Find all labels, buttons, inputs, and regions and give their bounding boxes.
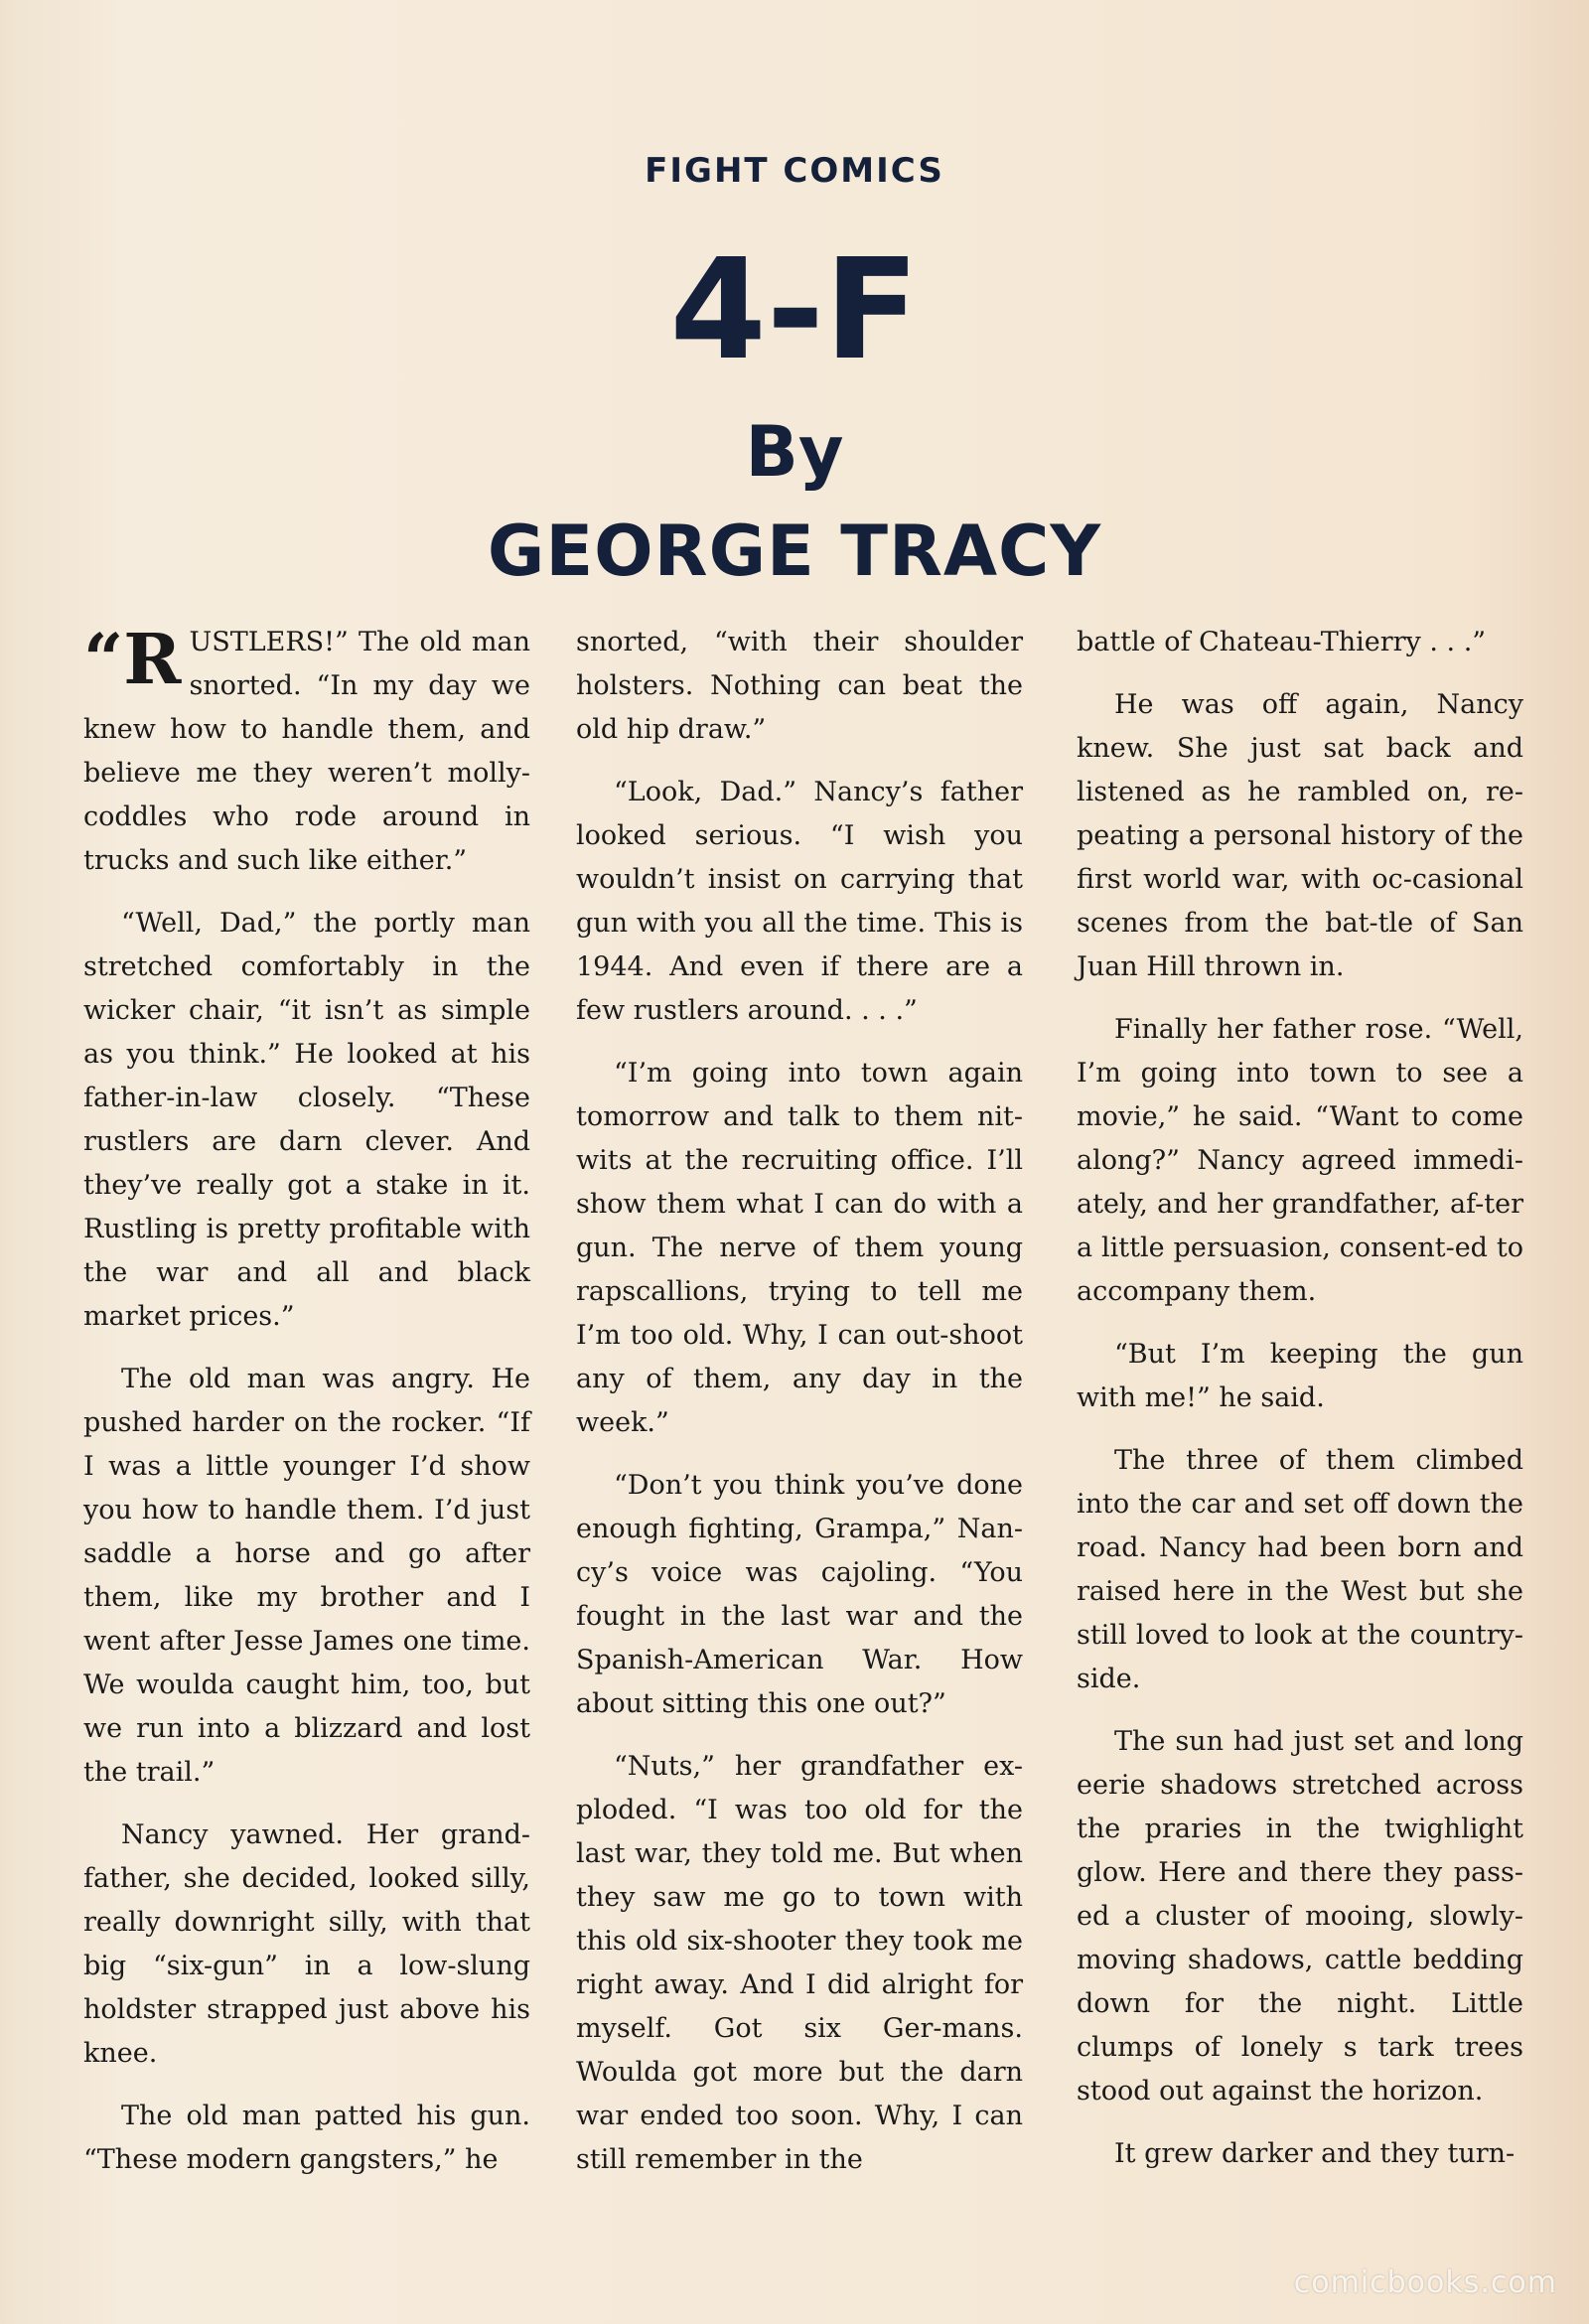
paragraph: He was off again, Nancy knew. She just sat back and listened as he rambled on, re-peating a personal history of the first world war, with oc-casional scenes from the bat-tle of San Juan Hill thrown in.	[1077, 689, 1523, 982]
story-title: 4-F	[669, 229, 920, 391]
paragraph: The old man was angry. He pushed harder on the rocker. “If I was a little younger I’d show you how to handle them. I’d just saddle a horse and go after them, like my brother and I went after Jesse James one time. We woulda caught him, too, but we run into a blizzard and lost the trail.”	[83, 1364, 530, 1788]
paragraph: “I’m going into town again tomorrow and talk to them nit-wits at the recruiting office. I’ll show them what I can do with a gun. The nerve of them young rapscallions, trying to tell me I’m too old. Why, I can out-shoot any of them, any day in the week.”	[576, 1058, 1023, 1438]
text-column-1	[83, 618, 530, 2201]
paragraph: “Well, Dad,” the portly man stretched comfortably in the wicker chair, “it isn’t as simple as you think.” He looked at his father-in-law closely. “These rustlers are darn clever. And they’ve really got a stake in it. Rustling is pretty profitable with the war and all and black market prices.”	[83, 908, 530, 1332]
paragraph: “But I’m keeping the gun with me!” he said.	[1077, 1339, 1523, 1413]
text-column-3	[1077, 621, 1523, 2195]
drop-cap: “R	[83, 618, 182, 700]
text-column-2	[576, 621, 1023, 2201]
paragraph: snorted, “with their shoulder holsters. Nothing can beat the old hip draw.”	[576, 627, 1023, 745]
paragraph: Nancy yawned. Her grand-father, she decided, looked silly, really downright silly, with that big “six-gun” in a low-slung holdster strapped just above his knee.	[83, 1819, 530, 2069]
paragraph: “Look, Dad.” Nancy’s father looked serious. “I wish you wouldn’t insist on carrying that gun with you all the time. This is 1944. And even if there are a few rustlers around. . . .”	[576, 777, 1023, 1026]
paragraph: The old man patted his gun. “These modern gangsters,” he	[83, 2101, 530, 2175]
paragraph: Finally her father rose. “Well, I’m going into town to see a movie,” he said. “Want to come along?” Nancy agreed immedi-ately, and her grandfather, af-ter a little persuasion, consent-ed to accompany them.	[1077, 1014, 1523, 1307]
paragraph: battle of Chateau-Thierry . . .”	[1077, 627, 1487, 657]
paragraph: The three of them climbed into the car and set off down the road. Nancy had been born and raised here in the West but she still loved to look at the country-side.	[1077, 1445, 1523, 1694]
paragraph: It grew darker and they turn-	[1114, 2138, 1516, 2169]
author-name: GEORGE TRACY	[487, 510, 1102, 592]
paragraph: “RUSTLERS!” The old man snorted. “In my day we knew how to handle them, and believe me they weren’t molly-coddles who rode around in trucks and such like either.”	[83, 618, 530, 876]
paragraph: The sun had just set and long eerie shadows stretched across the praries in the twighlight glow. Here and there they pass-ed a cluster of mooing, slowly-moving shadows, cattle bedding down for the night. Little clumps of lonely s tark trees stood out against the horizon.	[1077, 1726, 1523, 2106]
paragraph: “Nuts,” her grandfather ex-ploded. “I was too old for the last war, they told me. But when they saw me go to town with this old six-shooter they took me right away. And I did alright for myself. Got six Ger-mans. Woulda got more but the darn war ended too soon. Why, I can still remember in the	[576, 1751, 1023, 2175]
watermark: comicbooks.com	[1293, 2265, 1557, 2300]
byline-by: By	[745, 411, 844, 493]
paragraph: “Don’t you think you’ve done enough fighting, Grampa,” Nan-cy’s voice was cajoling. “You fought in the last war and the Spanish-American War. How about sitting this one out?”	[576, 1470, 1023, 1719]
series-title: FIGHT COMICS	[645, 151, 944, 191]
